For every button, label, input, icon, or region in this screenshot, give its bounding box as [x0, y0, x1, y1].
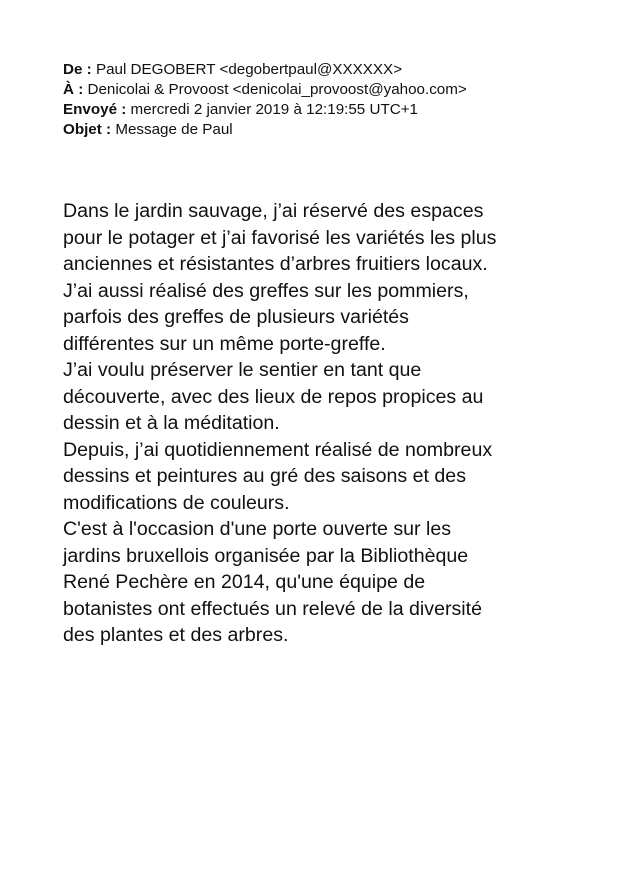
body-line: découverte, avec des lieux de repos propices au: [63, 385, 484, 408]
body-line: dessins et peintures au gré des saisons et des: [63, 465, 467, 487]
from-value: Paul DEGOBERT <degobertpaul@XXXXXX>: [95, 61, 403, 78]
body-line: anciennes et résistantes d’arbres fruitiers locaux.: [63, 253, 488, 275]
body-line: René Pechère en 2014, qu'une équipe de: [63, 571, 426, 593]
sent-line: [63, 100, 603, 120]
body-line: C'est à l'occasion d'une porte ouverte sur les: [63, 518, 452, 540]
body-line: pour le potager et j’ai favorisé les variétés les plus: [63, 226, 497, 249]
to-value: Denicolai & Provoost <denicolai_provoost@yahoo.com>: [87, 81, 467, 98]
body-line: différentes sur un même porte-greffe.: [63, 332, 386, 355]
sent-value: mercredi 2 janvier 2019 à 12:19:55 UTC+1: [130, 101, 419, 118]
body-line: dessin et à la méditation.: [63, 412, 280, 434]
to-label: À :: [63, 81, 84, 98]
subject-line: [63, 120, 603, 140]
body-line: Depuis, j’ai quotidiennement réalisé de nombreux: [63, 438, 493, 461]
body-line: Dans le jardin sauvage, j’ai réservé des espaces: [63, 200, 484, 222]
body-line: jardins bruxellois organisée par la Bibliothèque: [63, 544, 469, 567]
subject-label: Objet :: [63, 121, 112, 138]
body-line: parfois des greffes de plusieurs variétés: [63, 306, 409, 328]
body-line: modifications de couleurs.: [63, 491, 290, 514]
from-line: [63, 60, 603, 80]
to-line: [63, 80, 603, 100]
body-line: des plantes et des arbres.: [63, 624, 289, 646]
from-label: De :: [63, 61, 92, 78]
subject-value: Message de Paul: [115, 121, 233, 138]
body-line: J’ai aussi réalisé des greffes sur les pommiers,: [63, 279, 469, 302]
sent-label: Envoyé :: [63, 101, 127, 118]
body-line: J’ai voulu préserver le sentier en tant que: [63, 359, 422, 381]
email-body: [63, 198, 623, 649]
body-line: botanistes ont effectués un relevé de la diversité: [63, 597, 482, 620]
email-header: [63, 60, 603, 140]
